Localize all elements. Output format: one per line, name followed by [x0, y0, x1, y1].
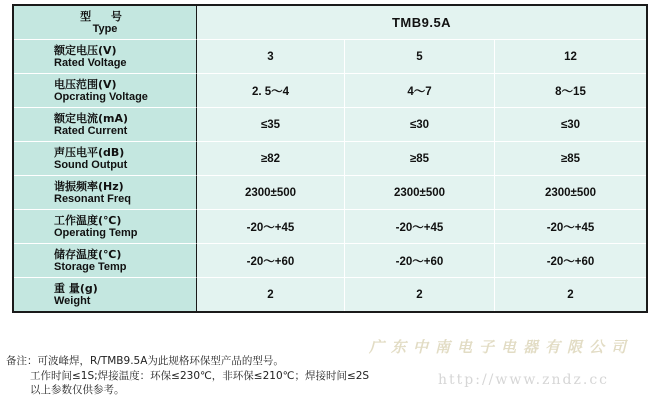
spec-table [12, 4, 648, 313]
row-label-resonant-freq [14, 176, 197, 210]
table-row [14, 278, 646, 311]
row-label-en: Sound Output [54, 158, 128, 171]
row-label-cn: 电压范围(V) [54, 77, 117, 91]
table-row [14, 108, 646, 142]
table-cell: 12 [495, 40, 646, 74]
row-label-cn: 重 量(g) [54, 281, 98, 295]
row-label-en: Opcrating Voltage [54, 90, 148, 103]
row-label-cn: 额定电压(V) [54, 43, 117, 57]
table-row [14, 40, 646, 74]
table-cell: -20～+45 [495, 210, 646, 244]
table-cell: -20～+60 [197, 244, 345, 278]
row-label-operating-temp [14, 210, 197, 244]
table-cell: ≥82 [197, 142, 345, 176]
table-cell: 2300±500 [345, 176, 495, 210]
table-cell: -20～+45 [345, 210, 495, 244]
row-label-en: Storage Temp [54, 260, 127, 273]
table-row [14, 142, 646, 176]
table-cell: 3 [197, 40, 345, 74]
table-cell: ≥85 [345, 142, 495, 176]
row-label-weight [14, 278, 197, 311]
table-cell: ≤30 [345, 108, 495, 142]
row-label-en: Operating Temp [54, 226, 138, 239]
type-label-cn: 型 号 [80, 9, 130, 23]
row-label-sound-output [14, 142, 197, 176]
note-line-remarks: 备注：可波峰焊，R/TMB9.5A为此规格环保型产品的型号。 [6, 355, 284, 367]
table-row [14, 210, 646, 244]
table-cell: 2300±500 [495, 176, 646, 210]
row-label-cn: 储存温度(℃) [54, 247, 122, 261]
table-cell: 2 [345, 278, 495, 311]
note-line-soldering: 工作时间≤1S;焊接温度：环保≤230℃，非环保≤210℃；焊接时间≤2S [30, 369, 370, 382]
row-label-cn: 谐振频率(Hz) [54, 179, 124, 193]
table-header-row [14, 6, 646, 40]
url-watermark: http://www.zndz.cc [438, 372, 609, 388]
table-row [14, 176, 646, 210]
table-cell: -20～+60 [345, 244, 495, 278]
table-cell: 2300±500 [197, 176, 345, 210]
row-label-cn: 声压电平(dB) [54, 145, 125, 159]
table-cell: -20～+45 [197, 210, 345, 244]
notes-block [6, 354, 406, 398]
table-row [14, 244, 646, 278]
table-cell: ≥85 [495, 142, 646, 176]
table-cell: 2 [197, 278, 345, 311]
row-label-en: Rated Current [54, 124, 128, 137]
row-label-rated-current [14, 108, 197, 142]
model-name-cell: TMB9.5A [197, 6, 646, 40]
row-label-rated-voltage [14, 40, 197, 74]
table-cell: 2 [495, 278, 646, 311]
row-label-cn: 工作温度(℃) [54, 213, 122, 227]
row-label-storage-temp [14, 244, 197, 278]
table-cell: 4～7 [345, 74, 495, 108]
row-label-en: Weight [54, 294, 91, 307]
row-label-en: Rated Voltage [54, 56, 127, 69]
row-label-cn: 额定电流(mA) [54, 111, 129, 125]
table-cell: 5 [345, 40, 495, 74]
row-label-en: Resonant Freq [54, 192, 132, 205]
table-cell: ≤35 [197, 108, 345, 142]
note-line-reference: 以上参数仅供参考。 [30, 384, 125, 396]
table-cell: ≤30 [495, 108, 646, 142]
table-row [14, 74, 646, 108]
table-cell: -20～+60 [495, 244, 646, 278]
table-cell: 2. 5～4 [197, 74, 345, 108]
row-label-operating-voltage [14, 74, 197, 108]
type-label-en: Type [92, 22, 118, 35]
type-label-cell [14, 6, 197, 40]
company-watermark: 广东中南电子电器有限公司 [368, 338, 633, 356]
table-cell: 8～15 [495, 74, 646, 108]
